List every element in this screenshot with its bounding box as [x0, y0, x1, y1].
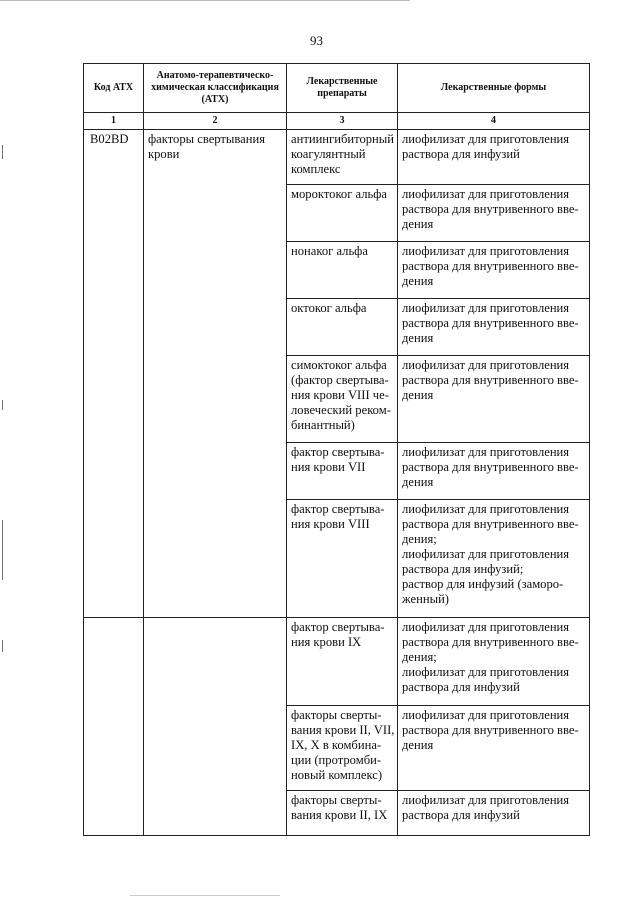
drug-name-line: коагулянтный [291, 147, 366, 161]
drug-name-line: ния крови IX [291, 635, 362, 649]
dosage-form-line: лиофилизат для приготовления [402, 187, 570, 201]
column-number-row [84, 113, 590, 130]
drug-name-cell [287, 706, 398, 791]
drug-name-cell [287, 242, 398, 299]
dosage-form-line: женный) [402, 592, 449, 606]
atc-classification-cell [144, 618, 287, 836]
column-number: 4 [398, 113, 590, 130]
dosage-form-line: раствора для инфузий [402, 808, 520, 822]
drug-name-line: (фактор свертыва- [291, 373, 389, 387]
dosage-form-line: раствора для внутривенного вве- [402, 259, 579, 273]
dosage-form-line: дения [402, 274, 434, 288]
dosage-form-line: лиофилизат для приготовления [402, 502, 570, 516]
column-number: 3 [287, 113, 398, 130]
dosage-form-cell [398, 791, 590, 836]
drug-name-cell [287, 356, 398, 443]
drug-name-line: фактор свертыва- [291, 445, 385, 459]
drug-name-line: IX, X в комбина- [291, 738, 382, 752]
atc-code-cell [84, 618, 144, 836]
dosage-form-line: раствора для инфузий; [402, 562, 524, 576]
dosage-form-cell [398, 500, 590, 618]
drug-name-line: факторы сверты- [291, 793, 382, 807]
table-row [84, 618, 590, 706]
drug-name-cell [287, 130, 398, 185]
dosage-form-line: дения; [402, 650, 437, 664]
page-number: 93 [310, 33, 323, 48]
header-atc-code: Код АТХ [84, 64, 144, 113]
dosage-form-cell [398, 443, 590, 500]
drug-name-line: симоктоког альфа [291, 358, 387, 372]
atc-code-cell: B02BD [84, 130, 144, 618]
dosage-form-line: раствора для внутривенного вве- [402, 517, 579, 531]
drug-forms-table [83, 63, 590, 836]
drug-name-line: ния крови VIII [291, 517, 370, 531]
header-drugs: Лекарственные препараты [287, 64, 398, 113]
drug-name-line: комплекс [291, 162, 341, 176]
dosage-form-line: раствора для внутривенного вве- [402, 202, 579, 216]
dosage-form-line: раствора для внутривенного вве- [402, 460, 579, 474]
dosage-form-line: лиофилизат для приготовления [402, 132, 570, 146]
table-row [84, 130, 590, 185]
dosage-form-cell [398, 185, 590, 242]
dosage-form-cell [398, 618, 590, 706]
dosage-form-line: лиофилизат для приготовления [402, 301, 570, 315]
dosage-form-line: дения [402, 331, 434, 345]
drug-name-line: новый комплекс) [291, 768, 383, 782]
dosage-form-line: раствора для внутривенного вве- [402, 316, 579, 330]
drug-name-line: бинантный) [291, 418, 355, 432]
header-atc-classification: Анатомо-терапевтическо-химическая классификация (АТХ) [144, 64, 287, 113]
drug-name-line: вания крови II, VII, [291, 723, 395, 737]
dosage-form-line: раствора для инфузий [402, 147, 520, 161]
dosage-form-line: лиофилизат для приготовления [402, 358, 570, 372]
dosage-form-line: дения [402, 738, 434, 752]
margin-mark [2, 145, 3, 159]
drug-name-line: мороктоког альфа [291, 187, 388, 201]
drug-name-line: фактор свертыва- [291, 620, 385, 634]
dosage-form-cell [398, 299, 590, 356]
margin-mark [2, 640, 3, 652]
drug-name-cell [287, 443, 398, 500]
drug-name-line: ловеческий реком- [291, 403, 391, 417]
dosage-form-line: дения [402, 217, 434, 231]
dosage-form-line: раствора для инфузий [402, 680, 520, 694]
dosage-form-line: лиофилизат для приготовления [402, 244, 570, 258]
dosage-form-cell [398, 356, 590, 443]
dosage-form-cell [398, 130, 590, 185]
drug-name-line: антиингибиторный [291, 132, 394, 146]
dosage-form-line: лиофилизат для приготовления [402, 793, 570, 807]
drug-name-line: ния крови VIII че- [291, 388, 389, 402]
column-number: 1 [84, 113, 144, 130]
drug-name-line: вания крови II, IX [291, 808, 388, 822]
dosage-form-line: раствора для внутривенного вве- [402, 635, 579, 649]
top-edge-rule [0, 0, 410, 1]
dosage-form-cell [398, 242, 590, 299]
dosage-form-line: лиофилизат для приготовления [402, 665, 570, 679]
dosage-form-line: дения; [402, 532, 437, 546]
drug-name-cell [287, 299, 398, 356]
atc-classification-cell: факторы свертывания крови [144, 130, 287, 618]
header-dosage-forms: Лекарственные формы [398, 64, 590, 113]
dosage-form-line: лиофилизат для приготовления [402, 620, 570, 634]
drug-name-line: фактор свертыва- [291, 502, 385, 516]
drug-name-line: ния крови VII [291, 460, 366, 474]
bottom-edge-rule [130, 895, 280, 896]
drug-name-cell [287, 500, 398, 618]
drug-name-line: октоког альфа [291, 301, 367, 315]
margin-mark [2, 400, 3, 410]
drug-name-line: нонаког альфа [291, 244, 368, 258]
dosage-form-line: раствора для внутривенного вве- [402, 373, 579, 387]
drug-name-cell [287, 791, 398, 836]
column-number: 2 [144, 113, 287, 130]
dosage-form-line: раствора для внутривенного вве- [402, 723, 579, 737]
drug-name-cell [287, 618, 398, 706]
dosage-form-line: лиофилизат для приготовления [402, 547, 570, 561]
dosage-form-line: лиофилизат для приготовления [402, 708, 570, 722]
dosage-form-line: раствор для инфузий (заморо- [402, 577, 564, 591]
dosage-form-line: дения [402, 475, 434, 489]
margin-mark [2, 520, 3, 580]
drug-name-line: ции (протромби- [291, 753, 382, 767]
header-row [84, 64, 590, 113]
drug-name-line: факторы сверты- [291, 708, 382, 722]
dosage-form-cell [398, 706, 590, 791]
dosage-form-line: лиофилизат для приготовления [402, 445, 570, 459]
dosage-form-line: дения [402, 388, 434, 402]
drug-name-cell [287, 185, 398, 242]
